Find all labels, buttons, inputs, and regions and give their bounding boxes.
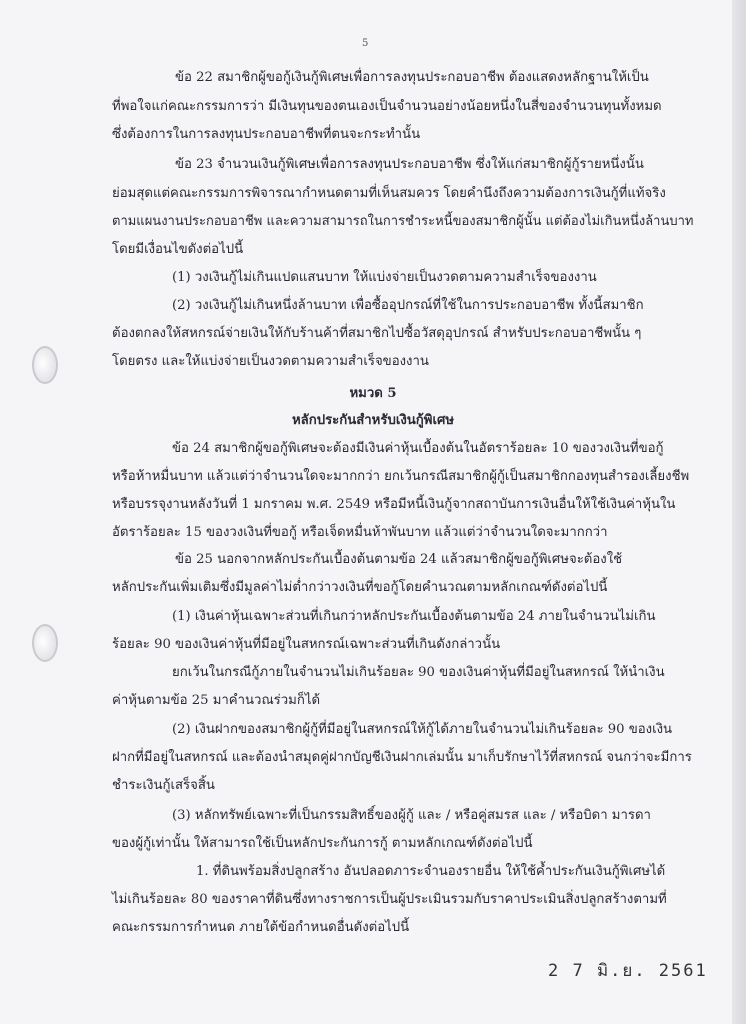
text-line: ค่าหุ้นตามข้อ 25 มาคำนวณร่วมก็ได้ (112, 693, 321, 708)
page-number: 5 (362, 38, 369, 49)
text-line: ของผู้กู้เท่านั้น ให้สามารถใช้เป็นหลักประกันการกู้ ตามหลักเกณฑ์ดังต่อไปนี้ (112, 836, 533, 851)
text-line: ข้อ 23 จำนวนเงินกู้พิเศษเพื่อการลงทุนประกอบอาชีพ ซึ่งให้แก่สมาชิกผู้กู้รายหนึ่งนั้น (175, 157, 644, 172)
punch-hole (32, 346, 58, 384)
text-line: (2) วงเงินกู้ไม่เกินหนึ่งล้านบาท เพื่อซื้ออุปกรณ์ที่ใช้ในการประกอบอาชีพ ทั้งนี้สมาชิก (172, 298, 644, 313)
text-line: ย่อมสุดแต่คณะกรรมการพิจารณากำหนดตามที่เห็นสมควร โดยคำนึงถึงความต้องการเงินกู้ที่แท้จริง (112, 186, 666, 201)
text-line: ไม่เกินร้อยละ 80 ของราคาที่ดินซึ่งทางราชการเป็นผู้ประเมินรวมกับราคาประเมินสิ่งปลูกสร้างตามที่ (112, 892, 667, 907)
text-line: ซึ่งต้องการในการลงทุนประกอบอาชีพที่ตนจะกระทำนั้น (112, 127, 421, 142)
text-line: คณะกรรมการกำหนด ภายใต้ข้อกำหนดอื่นดังต่อไปนี้ (112, 920, 410, 935)
text-line: (1) เงินค่าหุ้นเฉพาะส่วนที่เกินกว่าหลักประกันเบื้องต้นตามข้อ 24 ภายในจำนวนไม่เกิน (172, 609, 656, 624)
text-line: อัตราร้อยละ 15 ของวงเงินที่ขอกู้ หรือเจ็ดหมื่นห้าพันบาท แล้วแต่ว่าจำนวนใดจะมากกว่า (112, 525, 608, 540)
text-line: (3) หลักทรัพย์เฉพาะที่เป็นกรรมสิทธิ์ของผู้กู้ และ / หรือคู่สมรส และ / หรือบิดา มารดา (172, 808, 651, 823)
text-line: ชำระเงินกู้เสร็จสิ้น (112, 778, 215, 793)
text-line: หลักประกันเพิ่มเติมซึ่งมีมูลค่าไม่ต่ำกว่าวงเงินที่ขอกู้โดยคำนวณตามหลักเกณฑ์ดังต่อไปนี้ (112, 580, 608, 595)
text-line: ที่พอใจแก่คณะกรรมการว่า มีเงินทุนของตนเองเป็นจำนวนอย่างน้อยหนึ่งในสี่ของจำนวนทุนทั้งหมด (112, 99, 662, 114)
text-line: ฝากที่มีอยู่ในสหกรณ์ และต้องนำสมุดคู่ฝากบัญชีเงินฝากเล่มนั้น มาเก็บรักษาไว้ที่สหกรณ์ จนกว่าจะมีการ (112, 750, 692, 765)
chapter-heading: หมวด 5 (349, 386, 397, 401)
text-line: ยกเว้นในกรณีกู้ภายในจำนวนไม่เกินร้อยละ 90 ของเงินค่าหุ้นที่มีอยู่ในสหกรณ์ ให้นำเงิน (172, 665, 665, 680)
text-line: โดยมีเงื่อนไขดังต่อไปนี้ (112, 242, 244, 257)
text-line: ข้อ 22 สมาชิกผู้ขอกู้เงินกู้พิเศษเพื่อการลงทุนประกอบอาชีพ ต้องแสดงหลักฐานให้เป็น (175, 70, 649, 85)
text-line: หรือห้าหมื่นบาท แล้วแต่ว่าจำนวนใดจะมากกว่า ยกเว้นกรณีสมาชิกผู้กู้เป็นสมาชิกกองทุนสำรองเลี้ยงชีพ (112, 469, 690, 484)
text-line: (1) วงเงินกู้ไม่เกินแปดแสนบาท ให้แบ่งจ่ายเป็นงวดตามความสำเร็จของงาน (172, 270, 597, 285)
page-edge-shadow (732, 0, 746, 1024)
text-line: 1. ที่ดินพร้อมสิ่งปลูกสร้าง อันปลอดภาระจำนองรายอื่น ให้ใช้ค้ำประกันเงินกู้พิเศษได้ (196, 864, 666, 879)
text-line: ข้อ 24 สมาชิกผู้ขอกู้พิเศษจะต้องมีเงินค่าหุ้นเบื้องต้นในอัตราร้อยละ 10 ของวงเงินที่ขอกู้ (172, 441, 664, 456)
text-line: หรือบรรจุงานหลังวันที่ 1 มกราคม พ.ศ. 2549 หรือมีหนี้เงินกู้จากสถาบันการเงินอื่นให้ใช้เงินค่าหุ้นใน (112, 497, 676, 512)
text-line: ข้อ 25 นอกจากหลักประกันเบื้องต้นตามข้อ 24 แล้วสมาชิกผู้ขอกู้พิเศษจะต้องใช้ (175, 552, 623, 567)
text-line: โดยตรง และให้แบ่งจ่ายเป็นงวดตามความสำเร็จของงาน (112, 354, 429, 369)
date-stamp: 2 7 มิ.ย. 2561 (548, 961, 708, 981)
chapter-title: หลักประกันสำหรับเงินกู้พิเศษ (291, 413, 455, 428)
text-line: ร้อยละ 90 ของเงินค่าหุ้นที่มีอยู่ในสหกรณ์เฉพาะส่วนที่เกินดังกล่าวนั้น (112, 637, 501, 652)
punch-hole (32, 624, 58, 662)
text-line: (2) เงินฝากของสมาชิกผู้กู้ที่มีอยู่ในสหกรณ์ให้กู้ได้ภายในจำนวนไม่เกินร้อยละ 90 ของเงิน (172, 722, 673, 737)
text-line: ตามแผนงานประกอบอาชีพ และความสามารถในการชำระหนี้ของสมาชิกผู้นั้น แต่ต้องไม่เกินหนึ่งล้านบาท (112, 214, 694, 229)
text-line: ต้องตกลงให้สหกรณ์จ่ายเงินให้กับร้านค้าที่สมาชิกไปซื้อวัสดุอุปกรณ์ สำหรับประกอบอาชีพนั้น ๆ (112, 326, 642, 341)
